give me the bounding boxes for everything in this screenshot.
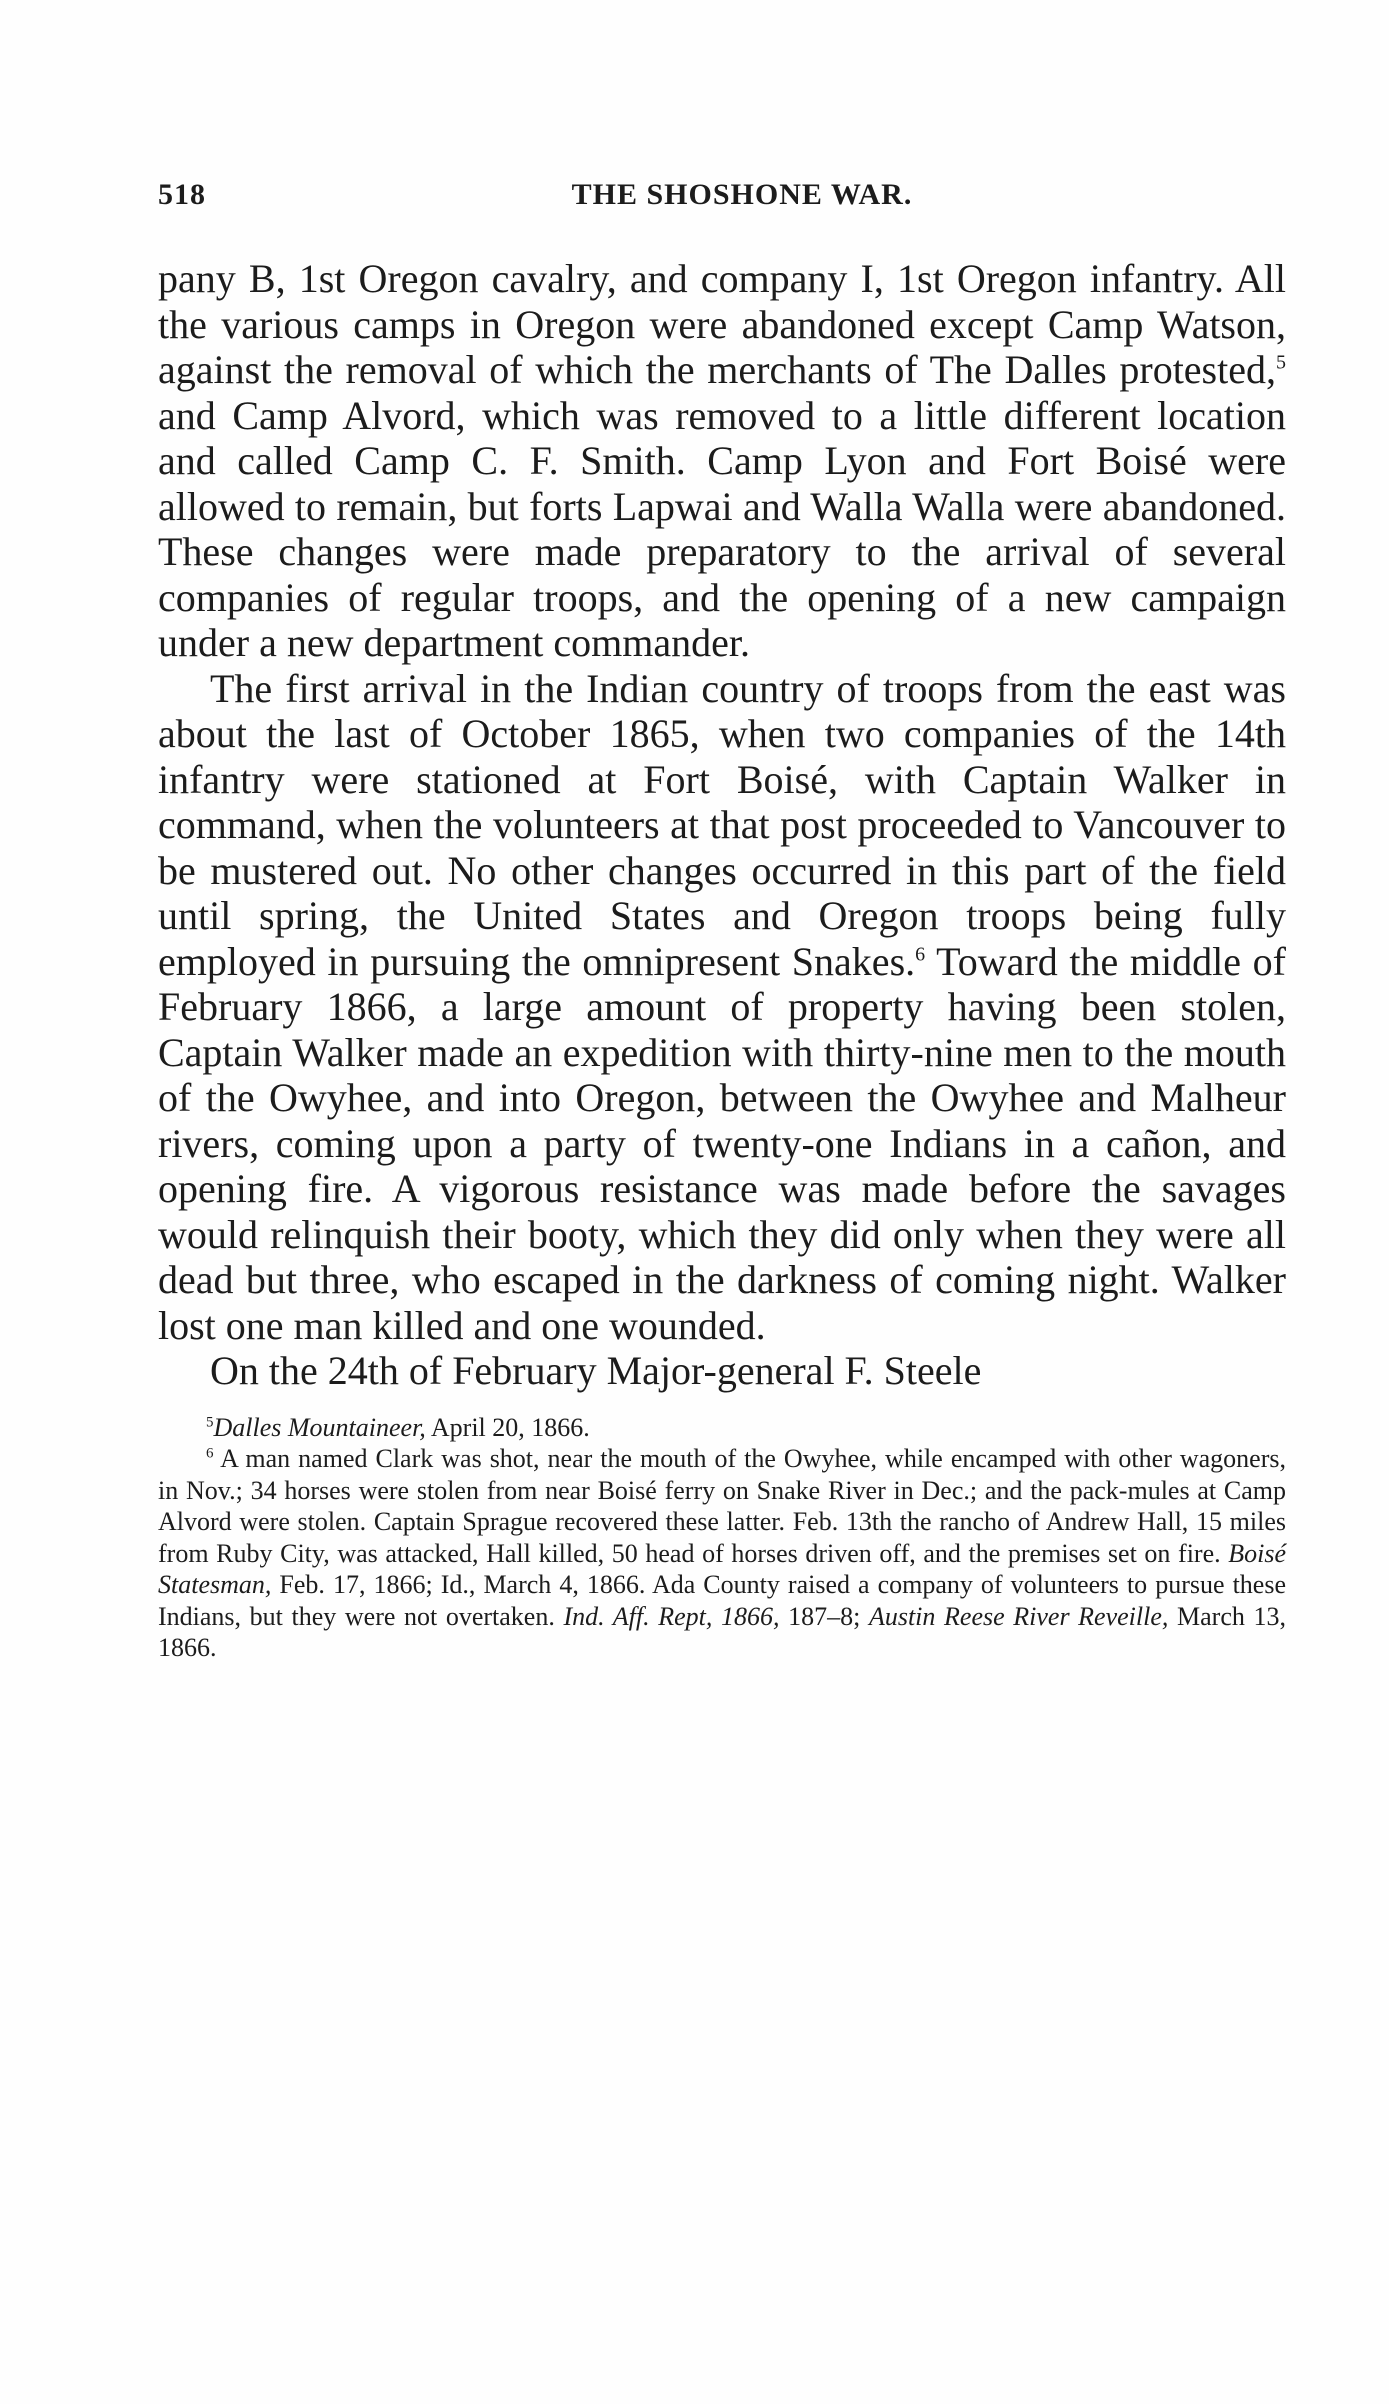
footnote-6-number: 6 — [206, 1445, 214, 1462]
body-text — [158, 256, 1286, 1394]
footnote-5 — [158, 1412, 1286, 1444]
paragraph-2-text-b: Toward the middle of February 1866, a large amount of property having been stolen, Captain Walker made an expedition with thirty-nine men to the mouth of the Owyhee, and into Oregon, between the Owyhee and Malheur rivers, coming upon a party of twenty-one Indians in a cañon, and opening fire. A vigorous resistance was made before the savages would relinquish their booty, which they did only when they were all dead but three, who escaped in the darkness of coming night. Walker lost one man killed and one wounded. — [158, 938, 1286, 1348]
paragraph-2-text-a: The first arrival in the Indian country of troops from the east was about the last of October 1865, when two companies of the 14th infantry were stationed at Fort Boisé, with Captain Walker in command, when the volunteers at that post proceeded to Vancouver to be mustered out. No other changes occurred in this part of the field until spring, the United States and Oregon troops being fully employed in pursuing the omnipresent Snakes. — [158, 665, 1286, 984]
footnote-6-source-2: Ind. Aff. Rept, 1866, — [563, 1601, 780, 1631]
paragraph-1 — [158, 256, 1286, 666]
footnote-6 — [158, 1443, 1286, 1664]
paragraph-1-text-b: and Camp Alvord, which was removed to a little different location and called Camp C. F. Smith. Camp Lyon and Fort Boisé were allowed to remain, but forts Lapwai and Walla Walla were abandoned. These changes were made preparatory to the arrival of several companies of regular troops, and the opening of a new campaign under a new department commander. — [158, 392, 1286, 665]
paragraph-1-text-a: pany B, 1st Oregon cavalry, and company I, 1st Oregon infantry. All the various camps in Oregon were abandoned except Camp Watson, against the removal of which the merchants of The Dalles protested, — [158, 256, 1286, 392]
running-title: THE SHOSHONE WAR. — [571, 178, 913, 211]
footnote-6-text-c: 187–8; — [779, 1601, 869, 1631]
footnote-5-text: April 20, 1866. — [425, 1412, 590, 1442]
footnotes — [158, 1412, 1286, 1664]
running-head — [158, 170, 1286, 216]
footnote-6-text-d: March 13, 1866. — [158, 1601, 1286, 1662]
footnote-ref-6: 6 — [915, 943, 926, 966]
footnote-6-text-b: Feb. 17, 1866; Id., March 4, 1866. Ada County raised a company of volunteers to pursue these Indians, but they were not overtaken. — [158, 1570, 1286, 1631]
paragraph-2 — [158, 666, 1286, 1349]
footnote-6-text-a: A man named Clark was shot, near the mouth of the Owyhee, while encamped with other wagoners, in Nov.; 34 horses were stolen from near Boisé ferry on Snake River in Dec.; and the pack-mules at Camp Alvord were stolen. Captain Sprague recovered these latter. Feb. 13th the rancho of Andrew Hall, 15 miles from Ruby City, was attacked, Hall killed, 50 head of horses driven off, and the premises set on fire. — [158, 1444, 1286, 1568]
footnote-5-source: Dalles Mountaineer, — [213, 1412, 426, 1442]
book-page — [158, 170, 1286, 1664]
footnote-ref-5: 5 — [1276, 351, 1286, 374]
footnote-6-source-1: Boisé Statesman, — [158, 1538, 1286, 1599]
footnote-6-source-3: Austin Reese River Reveille, — [868, 1601, 1169, 1631]
paragraph-3: On the 24th of February Major-general F. Steele — [210, 1348, 982, 1393]
footnote-5-number: 5 — [206, 1413, 214, 1430]
page-number: 518 — [158, 178, 206, 211]
